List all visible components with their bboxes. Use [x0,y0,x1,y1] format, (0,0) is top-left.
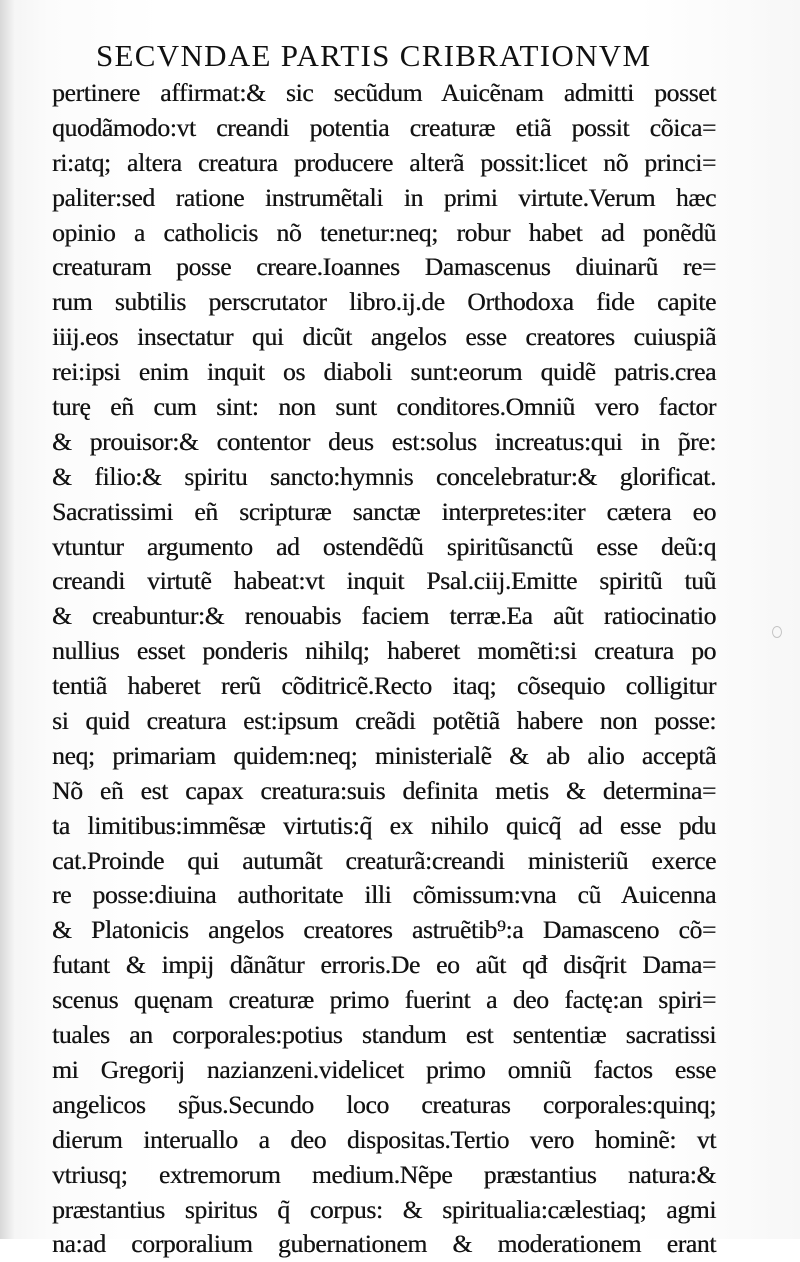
text-line: futant & impij dãnãtur erroris.De eo aũt qđ disq̃rit Dama= [52,950,716,980]
running-head: SECVNDAE PARTIS CRIBRATIONVM [96,38,652,73]
text-line: rei:ipsi enim inquit os diaboli sunt:eorum quidẽ patris.crea [52,357,716,387]
text-line: pertinere affirmat:& sic secũdum Auicẽnam admitti posset [52,78,716,107]
paper-speck [772,626,782,638]
text-line: iiij.eos insectatur qui dicũt angelos esse creatores cuiuspiã [52,322,716,352]
text-line: & prouisor:& contentor deus est:solus increatus:qui in p̃re: [52,426,716,456]
text-line: ta limitibus:immẽsæ virtutis:q̃ ex nihilo quicq̃ ad esse pdu [52,810,716,840]
text-line: re posse:diuina authoritate illi cõmissum:vna cũ Auicenna [52,880,716,910]
text-line: Nõ eñ est capax creatura:suis definita metis & determina= [52,775,716,805]
text-line: creandi virtutẽ habeat:vt inquit Psal.ciij.Emitte spiritũ tuũ [52,566,716,596]
text-line: turę eñ cum sint: non sunt conditores.Omniũ vero factor [52,392,716,422]
text-line: & creabuntur:& renouabis faciem terræ.Ea aũt ratiocinatio [52,601,716,631]
text-line: creaturam posse creare.Ioannes Damascenus diuinarũ re= [52,252,716,282]
text-line: præstantius spiritus q̃ corpus: & spiritualia:cælestiaq; agmi [52,1194,716,1224]
text-line: tuales an corporales:potius standum est sententiæ sacratissi [52,1020,716,1050]
text-line: vtuntur argumento ad ostendẽdũ spiritũsanctũ esse deũ:q [52,531,716,561]
text-block [52,76,716,1262]
text-line: vtriusq; extremorum medium.Nẽpe præstantius natura:& [52,1159,716,1189]
text-line: tentiã haberet rerũ cõditricẽ.Recto itaq; cõsequio colligitur [52,671,716,701]
text-line: rum subtilis perscrutator libro.ij.de Orthodoxa fide capite [52,287,716,317]
text-line: neq; primariam quidem:neq; ministerialẽ & ab alio acceptã [52,740,716,770]
text-line: & filio:& spiritu sancto:hymnis concelebratur:& glorificat. [52,461,716,491]
text-line: & Platonicis angelos creatores astruẽtib⁹:a Damasceno cõ= [52,915,716,945]
text-line: ri:atq; altera creatura producere alterã possit:licet nõ princi= [52,147,716,177]
text-line: dierum interuallo a deo dispositas.Tertio vero hominẽ: vt [52,1124,716,1154]
text-line: scenus quęnam creaturæ primo fuerint a deo factę:an spiri= [52,985,716,1015]
text-line: mi Gregorij nazianzeni.videlicet primo omniũ factos esse [52,1054,716,1084]
text-line: angelicos sp̃us.Secundo loco creaturas corporales:quinq; [52,1089,716,1119]
text-line: si quid creatura est:ipsum creãdi potẽtiã habere non posse: [52,706,716,736]
text-line: nullius esset ponderis nihilq; haberet momẽti:si creatura po [52,636,716,666]
page-gutter [0,0,14,1239]
text-line: opinio a catholicis nõ tenetur:neq; robur habet ad ponẽdũ [52,217,716,247]
text-line: quodãmodo:vt creandi potentia creaturæ etiã possit cõica= [52,112,716,142]
text-line: paliter:sed ratione instrumẽtali in primi virtute.Verum hæc [52,182,716,212]
text-line: na:ad corporalium gubernationem & moderationem erant [52,1229,716,1259]
text-line: Sacratissimi eñ scripturæ sanctæ interpretes:iter cætera eo [52,496,716,526]
text-line: cat.Proinde qui autumãt creaturã:creandi ministeriũ exerce [52,845,716,875]
